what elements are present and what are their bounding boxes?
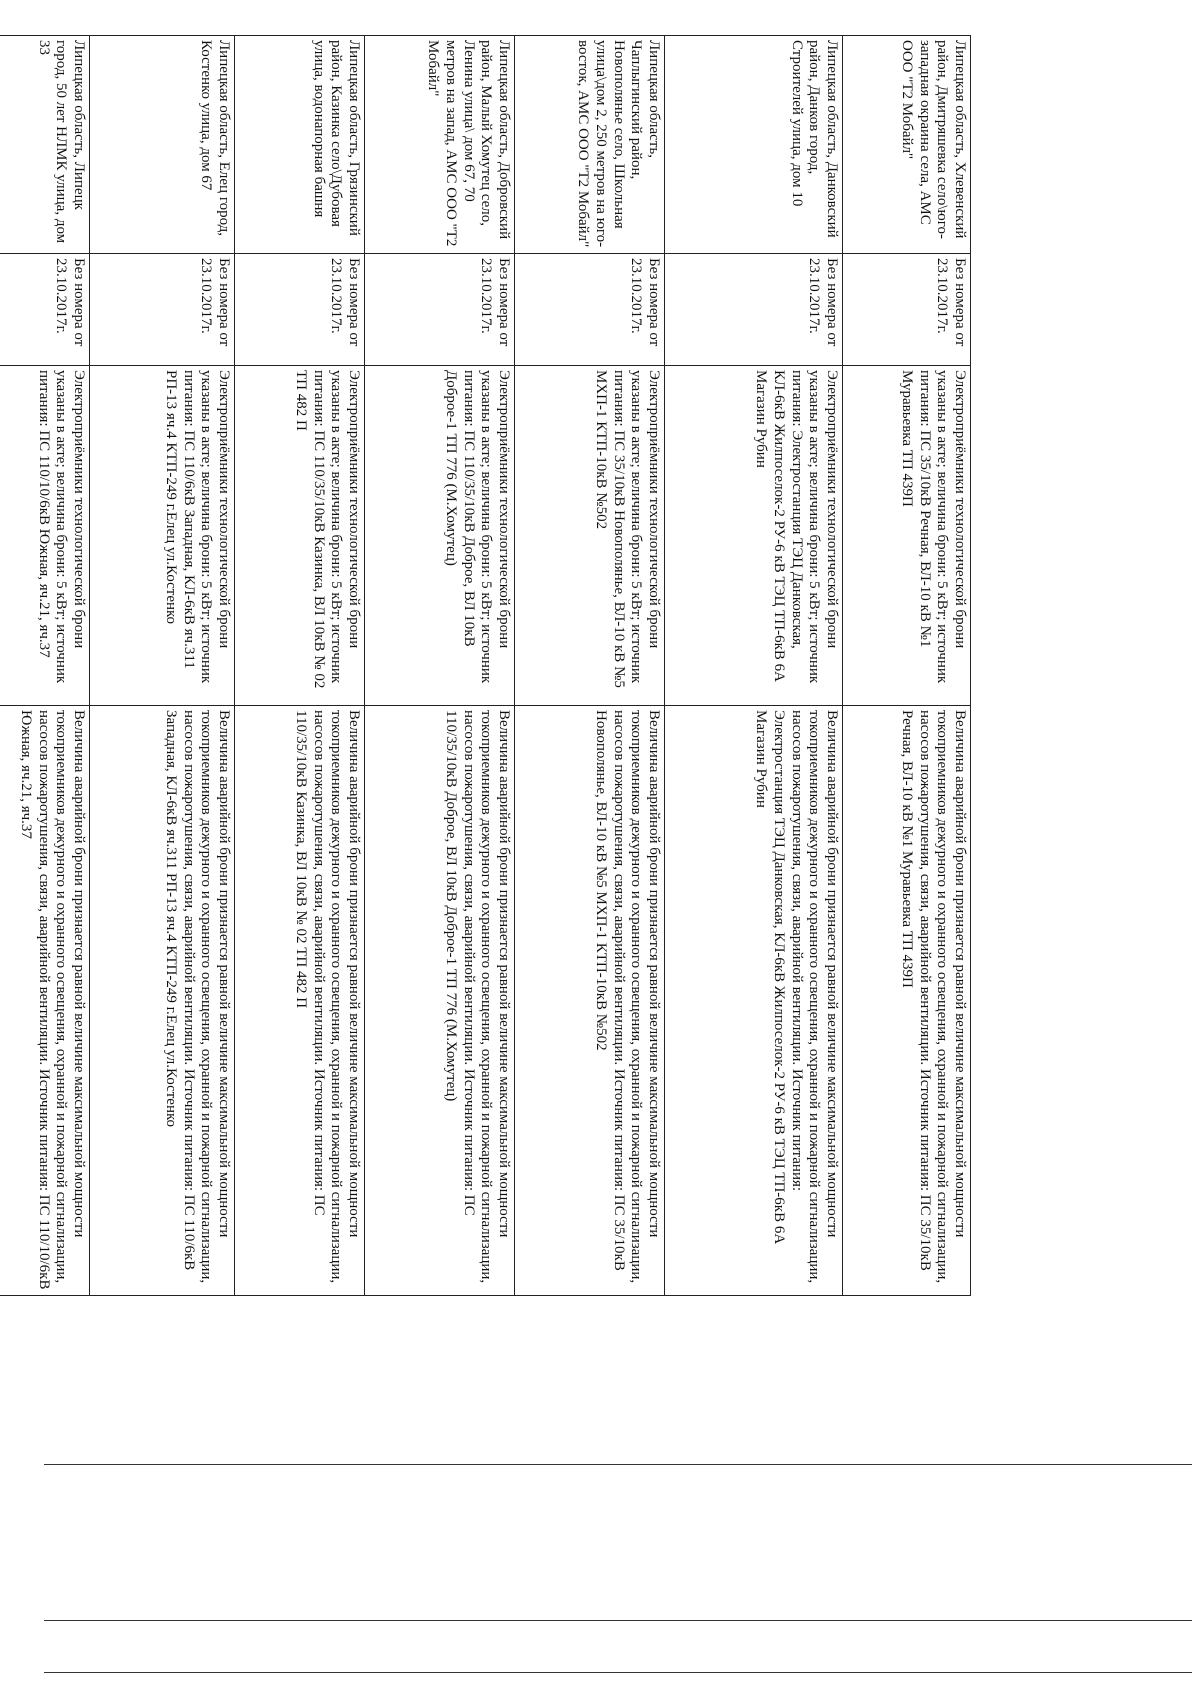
act-cell: Без номера от 23.10.2017г. bbox=[0, 254, 90, 366]
act-cell: Без номера от 23.10.2017г. bbox=[843, 254, 971, 366]
tech-reserve-cell: Электроприёмники технологической брони указаны в акте; величина брони: 5 кВт; источник питания: ПС 110/35/10кВ Доброе, ВЛ 10кВ Доброе-1 ТП 776 (М.Хомутец) bbox=[365, 366, 515, 706]
emergency-reserve-cell: Величина аварийной брони признается равной величине максимальной мощности токоприемников дежурного и охранного освещения, охранной и пожарной сигнализации, насосов пожаротушения, связи, аварийной вентиляции. Источник питания: ПС 110/10/6кВ Южная, яч.21, яч.37 bbox=[0, 706, 90, 1296]
divider-line bbox=[44, 1672, 1192, 1673]
emergency-reserve-cell: Величина аварийной брони признается равной величине максимальной мощности токоприемников дежурного и охранного освещения, охранной и пожарной сигнализации, насосов пожаротушения, связи, аварийной вентиляции. Источник питания: ПС 35/10кВ Речная, ВЛ-10 кВ №1 Муравьевка ТП 439П bbox=[843, 706, 971, 1296]
rotated-page bbox=[17, 35, 971, 1295]
act-cell: Без номера от 23.10.2017г. bbox=[665, 254, 843, 366]
reserve-table-body bbox=[0, 36, 971, 1296]
tech-reserve-cell: Электроприёмники технологической брони указаны в акте; величина брони: 5 кВт; источник питания: ПС 35/10кВ Новополянье, ВЛ-10 кВ №5 МХП-1 КТП-10кВ №502 bbox=[515, 366, 665, 706]
table-row bbox=[0, 36, 90, 1296]
location-cell: Липецкая область, Добровский район, Малый Хомутец село, Ленина улица\ дом 67, 70 метров на запад, АМС ООО "Т2 Мобайл" bbox=[365, 36, 515, 254]
act-cell: Без номера от 23.10.2017г. bbox=[515, 254, 665, 366]
table-row bbox=[365, 36, 515, 1296]
tech-reserve-cell: Электроприёмники технологической брони указаны в акте; величина брони: 5 кВт; источник питания: ПС 35/10кВ Речная, ВЛ-10 кВ №1 Муравьевка ТП 439П bbox=[843, 366, 971, 706]
table-row bbox=[843, 36, 971, 1296]
tech-reserve-cell: Электроприёмники технологической брони указаны в акте; величина брони: 5 кВт; источник питания: Электростанция ТЭЦ Данковская, КЛ-6кВ Жилпоселок-2 РУ-6 кВ ТЭЦ ТП-6кВ 6А Магазин Рубин bbox=[665, 366, 843, 706]
location-cell: Липецкая область, Грязинский район, Казинка село\Дубовая улица, водонапорная башня bbox=[235, 36, 365, 254]
tech-reserve-cell: Электроприёмники технологической брони указаны в акте; величина брони: 5 кВт; источник питания: ПС 110/35/10кВ Казинка, ВЛ 10кВ № 02 ТП 482 П bbox=[235, 366, 365, 706]
table-row bbox=[515, 36, 665, 1296]
location-cell: Липецкая область, Хлевенский район, Дмитряшевка село\юго-западная окраина села, АМС ООО "Т2 Мобайл" bbox=[843, 36, 971, 254]
act-cell: Без номера от 23.10.2017г. bbox=[365, 254, 515, 366]
tech-reserve-cell: Электроприёмники технологической брони указаны в акте; величина брони: 5 кВт; источник питания: ПС 110/10/6кВ Южная, яч.21, яч.37 bbox=[0, 366, 90, 706]
table-row bbox=[90, 36, 235, 1296]
emergency-reserve-cell: Величина аварийной брони признается равной величине максимальной мощности токоприемников дежурного и охранного освещения, охранной и пожарной сигнализации, насосов пожаротушения, связи, аварийной вентиляции. Источник питания: ПС 110/35/10кВ Казинка, ВЛ 10кВ № 02 ТП 482 П bbox=[235, 706, 365, 1296]
act-cell: Без номера от 23.10.2017г. bbox=[235, 254, 365, 366]
emergency-reserve-cell: Величина аварийной брони признается равной величине максимальной мощности токоприемников дежурного и охранного освещения, охранной и пожарной сигнализации, насосов пожаротушения, связи, аварийной вентиляции. Источник питания: ПС 110/35/10кВ Доброе, ВЛ 10кВ Доброе-1 ТП 776 (М.Хомутец) bbox=[365, 706, 515, 1296]
location-cell: Липецкая область, Данковский район, Данков город, Строителей улица, дом 10 bbox=[665, 36, 843, 254]
reserve-table bbox=[0, 35, 971, 1296]
table-row bbox=[235, 36, 365, 1296]
table-row bbox=[665, 36, 843, 1296]
tech-reserve-cell: Электроприёмники технологической брони указаны в акте; величина брони: 5 кВт; источник питания: ПС 110/6кВ Западная, КЛ-6кВ яч.311 РП-13 яч.4 КТП-249 г.Елец ул.Костенко bbox=[90, 366, 235, 706]
emergency-reserve-cell: Величина аварийной брони признается равной величине максимальной мощности токоприемников дежурного и охранного освещения, охранной и пожарной сигнализации, насосов пожаротушения, связи, аварийной вентиляции. Источник питания: Электростанция ТЭЦ Данковская, КЛ-6кВ Жилпоселок-2 РУ-6 кВ ТЭЦ ТП-6кВ 6А Магазин Рубин bbox=[665, 706, 843, 1296]
location-cell: Липецкая область, Чаплыгинский район, Новополянье село, Школьная улица\дом 2, 250 метров на юго-восток, АМС ООО "Т2 Мобайл" bbox=[515, 36, 665, 254]
divider-line bbox=[44, 1464, 1192, 1465]
location-cell: Липецкая область, Липецк город, 50 лет НЛМК улица, дом 33 bbox=[0, 36, 90, 254]
emergency-reserve-cell: Величина аварийной брони признается равной величине максимальной мощности токоприемников дежурного и охранного освещения, охранной и пожарной сигнализации, насосов пожаротушения, связи, аварийной вентиляции. Источник питания: ПС 35/10кВ Новополянье, ВЛ-10 кВ №5 МХП-1 КТП-10кВ №502 bbox=[515, 706, 665, 1296]
divider-line bbox=[44, 1620, 1192, 1621]
emergency-reserve-cell: Величина аварийной брони признается равной величине максимальной мощности токоприемников дежурного и охранного освещения, охранной и пожарной сигнализации, насосов пожаротушения, связи, аварийной вентиляции. Источник питания: ПС 110/6кВ Западная, КЛ-6кВ яч.311 РП-13 яч.4 КТП-249 г.Елец ул.Костенко bbox=[90, 706, 235, 1296]
location-cell: Липецкая область, Елец город, Костенко улица, дом 67 bbox=[90, 36, 235, 254]
act-cell: Без номера от 23.10.2017г. bbox=[90, 254, 235, 366]
